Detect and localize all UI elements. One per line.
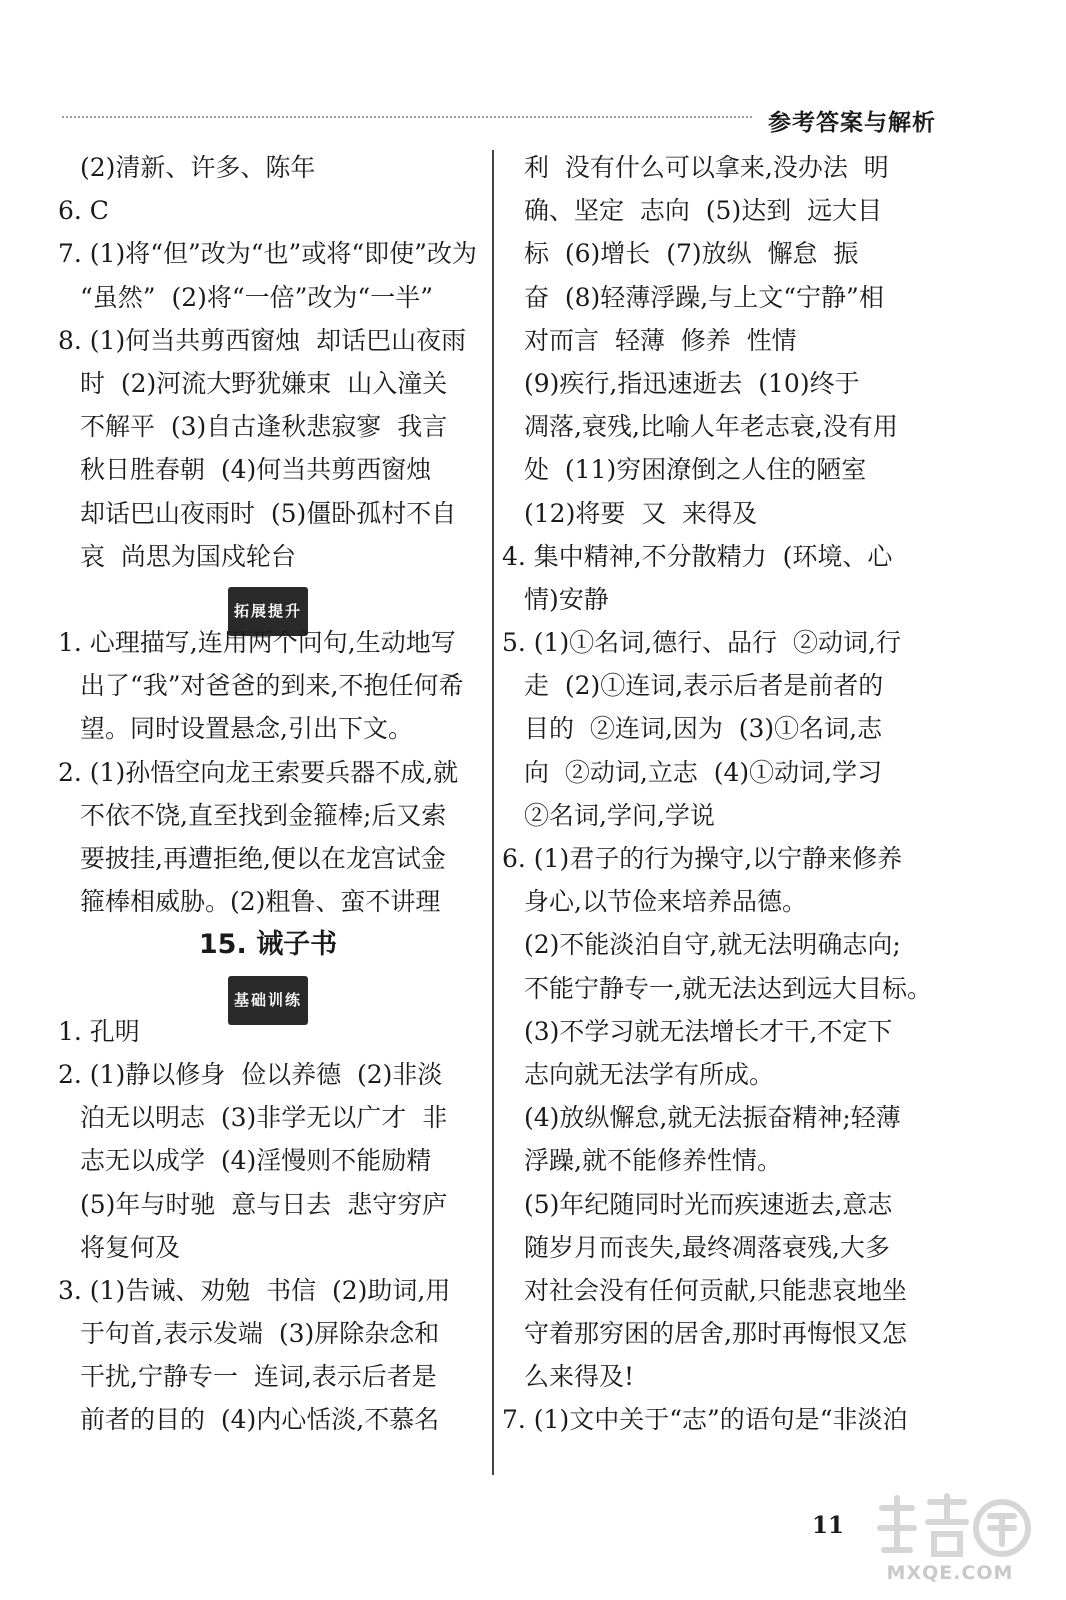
answer-line: 不依不饶,直至找到金箍棒;后又索 [80, 800, 447, 830]
answer-line: 6. (1)君子的行为操守,以宁静来修养 [502, 844, 903, 873]
column-divider [492, 150, 494, 1475]
answer-line: 不解平 (3)自古逢秋悲寂寥 我言 [80, 412, 448, 442]
answer-line: 7. (1)将“但”改为“也”或将“即使”改为 [58, 239, 477, 269]
answer-line: 箍棒相威胁。(2)粗鲁、蛮不讲理 [80, 887, 441, 917]
answer-line: (4)放纵懈怠,就无法振奋精神;轻薄 [524, 1103, 901, 1133]
answer-line: 3. (1)告诫、劝勉 书信 (2)助词,用 [58, 1275, 451, 1305]
answer-line: 向 ②动词,立志 (4)①动词,学习 [524, 757, 883, 787]
answer-line: 走 (2)①连词,表示后者是前者的 [524, 671, 884, 701]
answer-line: 哀 尚思为国戍轮台 [80, 541, 296, 571]
answer-line: (9)疾行,指迅速逝去 (10)终于 [524, 368, 860, 398]
answer-line: 情)安静 [524, 584, 609, 614]
answer-line: 6. C [58, 196, 109, 226]
answer-line: 凋落,衰残,比喻人年老志衰,没有用 [524, 412, 898, 442]
answer-line: 么来得及! [524, 1362, 635, 1392]
answer-line: 4. 集中精神,不分散精力 (环境、心 [502, 541, 893, 571]
answer-line: 对而言 轻薄 修养 性情 [524, 325, 797, 355]
answer-line: 望。同时设置悬念,引出下文。 [80, 714, 413, 744]
answer-line: 志向就无法学有所成。 [524, 1059, 775, 1089]
answer-line: 守着那穷困的居舍,那时再悔恨又怎 [524, 1319, 907, 1349]
badge-row [58, 967, 478, 1010]
answer-line: 时 (2)河流大野犹嫌束 山入潼关 [80, 368, 448, 398]
answer-line: “虽然” (2)将“一倍”改为“一半” [80, 282, 433, 312]
answer-line: 浮躁,就不能修养性情。 [524, 1146, 782, 1176]
answer-line: 处 (11)穷困潦倒之人住的陋室 [524, 455, 867, 485]
answer-line: (3)不学习就无法增长才干,不定下 [524, 1016, 893, 1046]
answer-line: 干扰,宁静专一 连词,表示后者是 [80, 1362, 437, 1392]
right-column [502, 146, 932, 1442]
answer-line: 要披挂,再遭拒绝,便以在龙宫试金 [80, 844, 446, 873]
section-badge-basic: 基础训练 [228, 976, 308, 1025]
badge-row [58, 578, 478, 621]
header-title: 参考答案与解析 [768, 110, 936, 136]
answer-line: 目的 ②连词,因为 (3)①名词,志 [524, 714, 883, 744]
answer-line: 奋 (8)轻薄浮躁,与上文“宁静”相 [524, 282, 884, 312]
answer-line: 8. (1)何当共剪西窗烛 却话巴山夜雨 [58, 325, 467, 355]
answer-line: 却话巴山夜雨时 (5)僵卧孤村不自 [80, 498, 457, 528]
answer-line: 确、坚定 志向 (5)达到 远大目 [524, 196, 883, 226]
answer-line: 于句首,表示发端 (3)屏除杂念和 [80, 1319, 440, 1349]
answer-line: ②名词,学问,学说 [524, 800, 715, 830]
answer-line: 利 没有什么可以拿来,没办法 明 [524, 153, 889, 182]
section-badge-extension: 拓展提升 [228, 587, 308, 636]
answer-line: 随岁月而丧失,最终凋落衰残,大多 [524, 1232, 890, 1262]
page-number: 11 [812, 1512, 845, 1539]
answer-line: 泊无以明志 (3)非学无以广才 非 [80, 1103, 448, 1133]
answer-line: 2. (1)孙悟空向龙王索要兵器不成,就 [58, 757, 459, 787]
answer-line: 7. (1)文中关于“志”的语句是“非淡泊 [502, 1405, 908, 1435]
section-title: 15. 诫子书 [198, 929, 338, 961]
answer-line: 1. 孔明 [58, 1016, 140, 1046]
answer-line: 秋日胜春朝 (4)何当共剪西窗烛 [80, 455, 432, 485]
answer-line: (2)清新、许多、陈年 [80, 153, 316, 182]
answer-line: (2)不能淡泊自守,就无法明确志向; [524, 930, 901, 960]
answer-line: 5. (1)①名词,德行、品行 ②动词,行 [502, 628, 902, 658]
answer-line: (5)年纪随同时光而疾速逝去,意志 [524, 1189, 893, 1219]
answer-line: 身心,以节俭来培养品德。 [524, 887, 807, 917]
answer-line: 对社会没有任何贡献,只能悲哀地坐 [524, 1275, 907, 1305]
header-rule [62, 116, 752, 118]
answer-line: 1. 心理描写,连用两个问句,生动地写 [58, 628, 456, 658]
answer-line: (5)年与时驰 意与日去 悲守穷庐 [80, 1189, 448, 1219]
left-column [58, 146, 478, 1442]
answer-line: 将复何及 [80, 1232, 181, 1262]
answer-line: 出了“我”对爸爸的到来,不抱任何希 [80, 671, 464, 701]
answer-line: 不能宁静专一,就无法达到远大目标。 [524, 973, 932, 1003]
answer-line: 2. (1)静以修身 俭以养德 (2)非淡 [58, 1059, 443, 1089]
answer-line: (12)将要 又 来得及 [524, 498, 758, 528]
watermark-text: MXQE.COM [886, 1562, 1014, 1584]
answer-line: 志无以成学 (4)淫慢则不能励精 [80, 1146, 432, 1176]
answer-line: 标 (6)增长 (7)放纵 懈怠 振 [524, 239, 859, 269]
answer-line: 前者的目的 (4)内心恬淡,不慕名 [80, 1405, 440, 1435]
